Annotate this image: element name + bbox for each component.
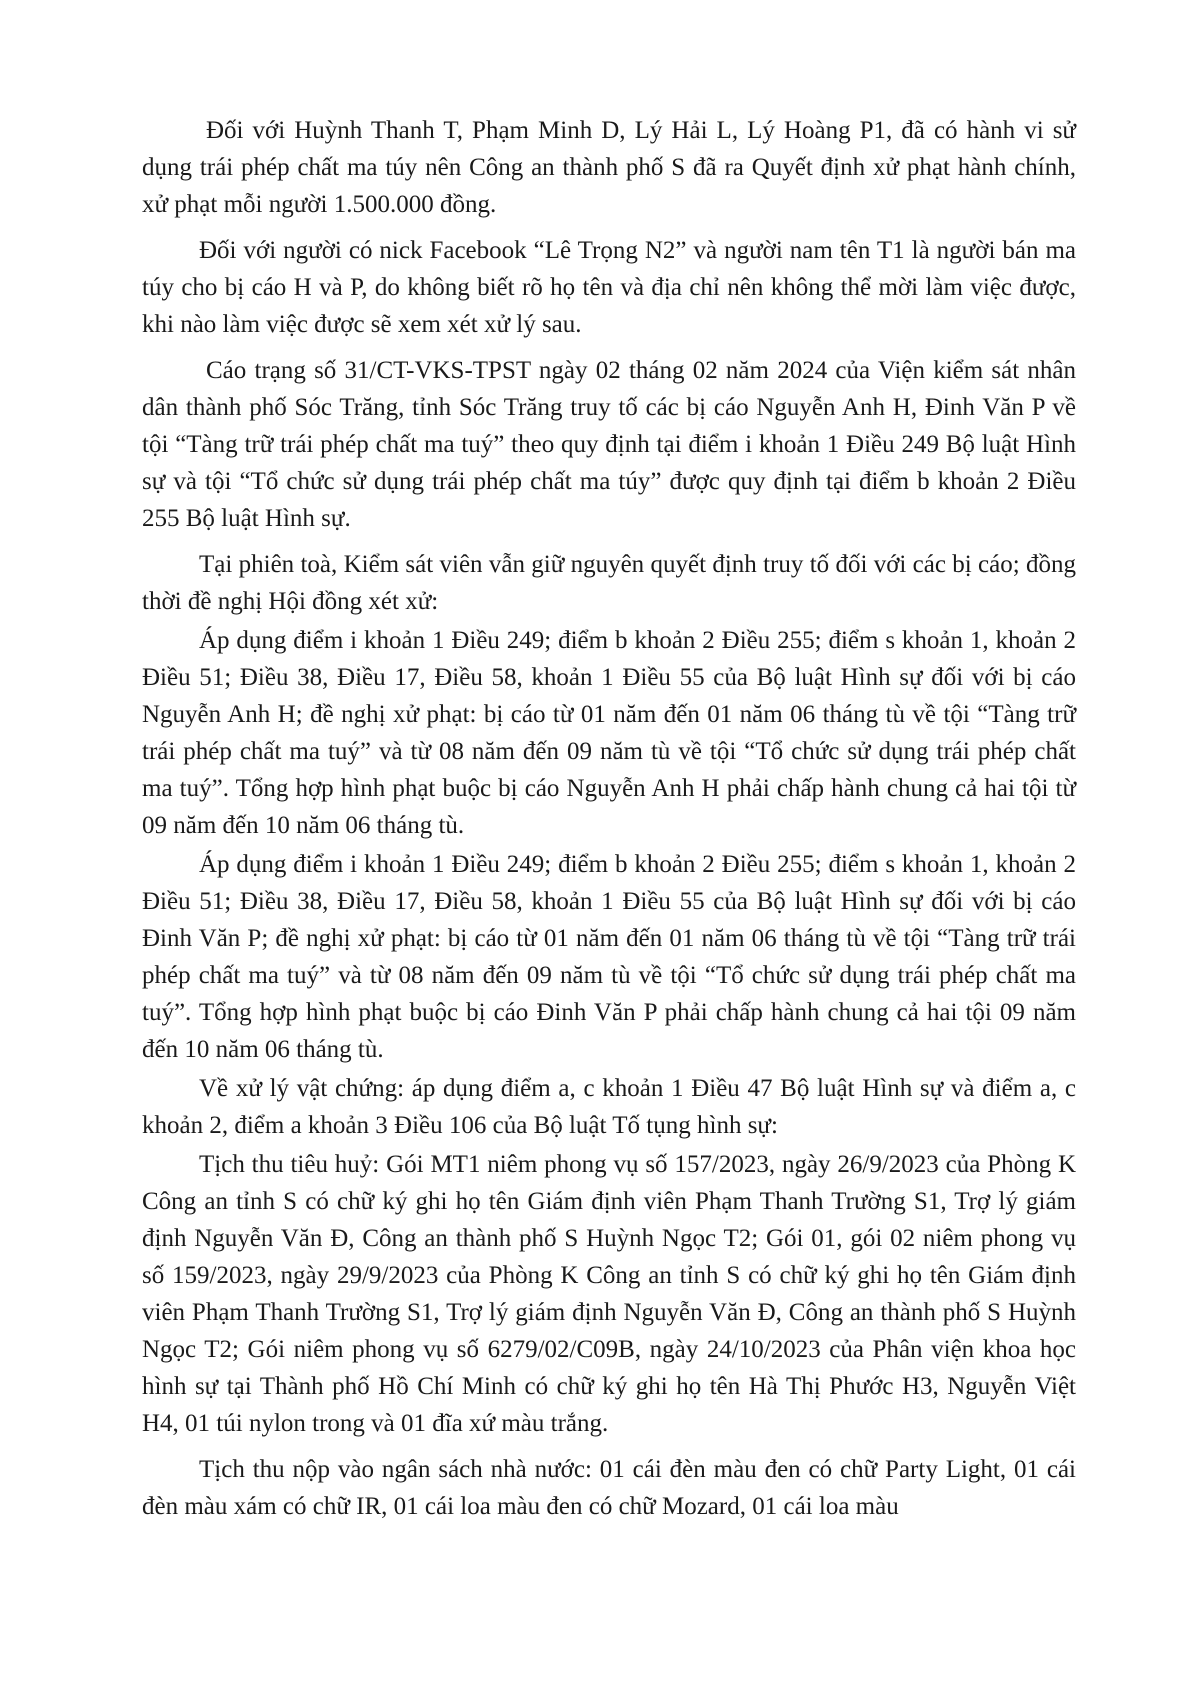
- paragraph-indictment: Cáo trạng số 31/CT-VKS-TPST ngày 02 tháng 02 năm 2024 của Viện kiểm sát nhân dân thành phố Sóc Trăng, tỉnh Sóc Trăng truy tố các bị cáo Nguyễn Anh H, Đinh Văn P về tội “Tàng trữ trái phép chất ma tuý” theo quy định tại điểm i khoản 1 Điều 249 Bộ luật Hình sự và tội “Tổ chức sử dụng trái phép chất ma túy” được quy định tại điểm b khoản 2 Điều 255 Bộ luật Hình sự.: [142, 357, 1076, 532]
- document-page: [142, 112, 1076, 1534]
- paragraph-unidentified-sellers: Đối với người có nick Facebook “Lê Trọng N2” và người nam tên T1 là người bán ma túy cho bị cáo H và P, do không biết rõ họ tên và địa chỉ nên không thể mời làm việc được, khi nào làm việc được sẽ xem xét xử lý sau.: [142, 237, 1076, 338]
- paragraph-administrative-penalty: Đối với Huỳnh Thanh T, Phạm Minh D, Lý Hải L, Lý Hoàng P1, đã có hành vi sử dụng trái phép chất ma túy nên Công an thành phố S đã ra Quyết định xử phạt hành chính, xử phạt mỗi người 1.500.000 đồng.: [142, 117, 1076, 218]
- paragraph-sentence-nguyen-anh-h: Áp dụng điểm i khoản 1 Điều 249; điểm b khoản 2 Điều 255; điểm s khoản 1, khoản 2 Điều 51; Điều 38, Điều 17, Điều 58, khoản 1 Điều 55 của Bộ luật Hình sự đối với bị cáo Nguyễn Anh H; đề nghị xử phạt: bị cáo từ 01 năm đến 01 năm 06 tháng tù về tội “Tàng trữ trái phép chất ma tuý” và từ 08 năm đến 09 năm tù về tội “Tổ chức sử dụng trái phép chất ma tuý”. Tổng hợp hình phạt buộc bị cáo Nguyễn Anh H phải chấp hành chung cả hai tội từ 09 năm đến 10 năm 06 tháng tù.: [142, 627, 1076, 839]
- paragraph-sentence-dinh-van-p: Áp dụng điểm i khoản 1 Điều 249; điểm b khoản 2 Điều 255; điểm s khoản 1, khoản 2 Điều 51; Điều 38, Điều 17, Điều 58, khoản 1 Điều 55 của Bộ luật Hình sự đối với bị cáo Đinh Văn P; đề nghị xử phạt: bị cáo từ 01 năm đến 01 năm 06 tháng tù về tội “Tàng trữ trái phép chất ma tuý” và từ 08 năm đến 09 năm tù về tội “Tổ chức sử dụng trái phép chất ma tuý”. Tổng hợp hình phạt buộc bị cáo Đinh Văn P phải chấp hành chung cả hai tội 09 năm đến 10 năm 06 tháng tù.: [142, 851, 1076, 1063]
- paragraph-confiscate-destroy: Tịch thu tiêu huỷ: Gói MT1 niêm phong vụ số 157/2023, ngày 26/9/2023 của Phòng K Công an tỉnh S có chữ ký ghi họ tên Giám định viên Phạm Thanh Trường S1, Trợ lý giám định Nguyễn Văn Đ, Công an thành phố S Huỳnh Ngọc T2; Gói 01, gói 02 niêm phong vụ số 159/2023, ngày 29/9/2023 của Phòng K Công an tỉnh S có chữ ký ghi họ tên Giám định viên Phạm Thanh Trường S1, Trợ lý giám định Nguyễn Văn Đ, Công an thành phố S Huỳnh Ngọc T2; Gói niêm phong vụ số 6279/02/C09B, ngày 24/10/2023 của Phân viện khoa học hình sự tại Thành phố Hồ Chí Minh có chữ ký ghi họ tên Hà Thị Phước H3, Nguyễn Việt H4, 01 túi nylon trong và 01 đĩa xứ màu trắng.: [142, 1151, 1076, 1437]
- paragraph-prosecutor-proposal: Tại phiên toà, Kiểm sát viên vẫn giữ nguyên quyết định truy tố đối với các bị cáo; đồng thời đề nghị Hội đồng xét xử:: [142, 551, 1076, 615]
- paragraph-evidence-handling: Về xử lý vật chứng: áp dụng điểm a, c khoản 1 Điều 47 Bộ luật Hình sự và điểm a, c khoản 2, điểm a khoản 3 Điều 106 của Bộ luật Tố tụng hình sự:: [142, 1075, 1076, 1139]
- paragraph-confiscate-state-budget: Tịch thu nộp vào ngân sách nhà nước: 01 cái đèn màu đen có chữ Party Light, 01 cái đèn màu xám có chữ IR, 01 cái loa màu đen có chữ Mozard, 01 cái loa màu: [142, 1456, 1076, 1520]
